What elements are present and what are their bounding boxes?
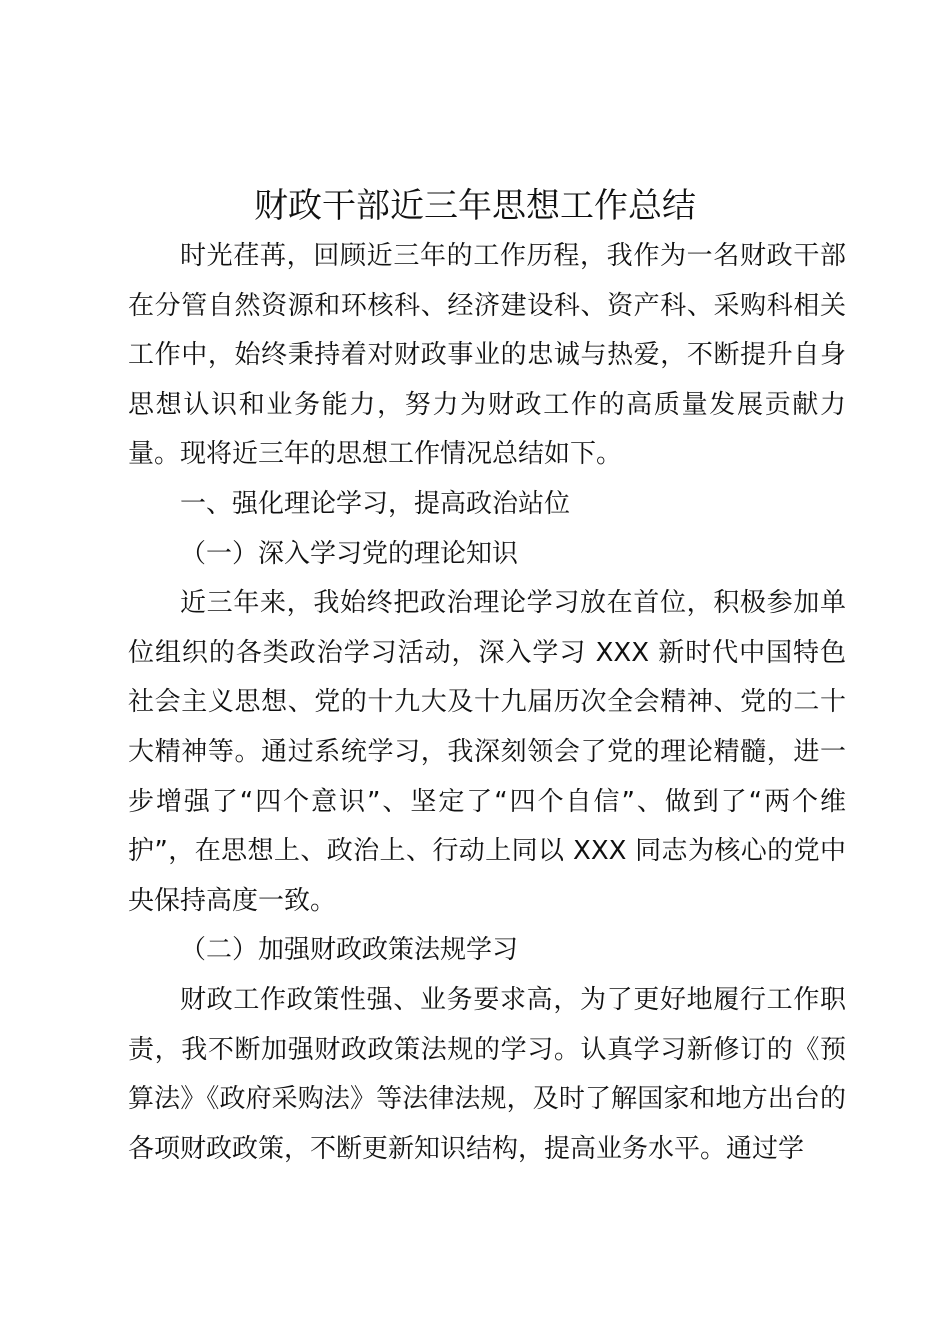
subsection-1-paragraph: 近三年来，我始终把政治理论学习放在首位，积极参加单位组织的各类政治学习活动，深入学习 XXX 新时代中国特色社会主义思想、党的十九大及十九届历次全会精神、党的二十大精神等。通过系统学习，我深刻领会了党的理论精髓，进一步增强了“四个意识”、坚定了“四个自信”、做到了“两个维护”，在思想上、政治上、行动上同以 XXX 同志为核心的党中央保持高度一致。: [128, 588, 846, 916]
section-1-heading: 一、强化理论学习，提高政治站位: [180, 488, 571, 519]
document-body: [128, 232, 846, 1174]
subsection-2-paragraph: 财政工作政策性强、业务要求高，为了更好地履行工作职责，我不断加强财政政策法规的学习。认真学习新修订的《预算法》《政府采购法》等法律法规，及时了解国家和地方出台的各项财政政策，不断更新知识结构，提高业务水平。通过学: [128, 984, 846, 1164]
intro-paragraph: 时光荏苒，回顾近三年的工作历程，我作为一名财政干部在分管自然资源和环核科、经济建设科、资产科、采购科相关工作中，始终秉持着对财政事业的忠诚与热爱，不断提升自身思想认识和业务能力，努力为财政工作的高质量发展贡献力量。现将近三年的思想工作情况总结如下。: [128, 241, 846, 470]
document-title: 财政干部近三年思想工作总结: [254, 186, 696, 226]
subsection-2-heading: （二）加强财政政策法规学习: [180, 935, 519, 966]
subsection-1-heading: （一）深入学习党的理论知识: [180, 538, 519, 569]
